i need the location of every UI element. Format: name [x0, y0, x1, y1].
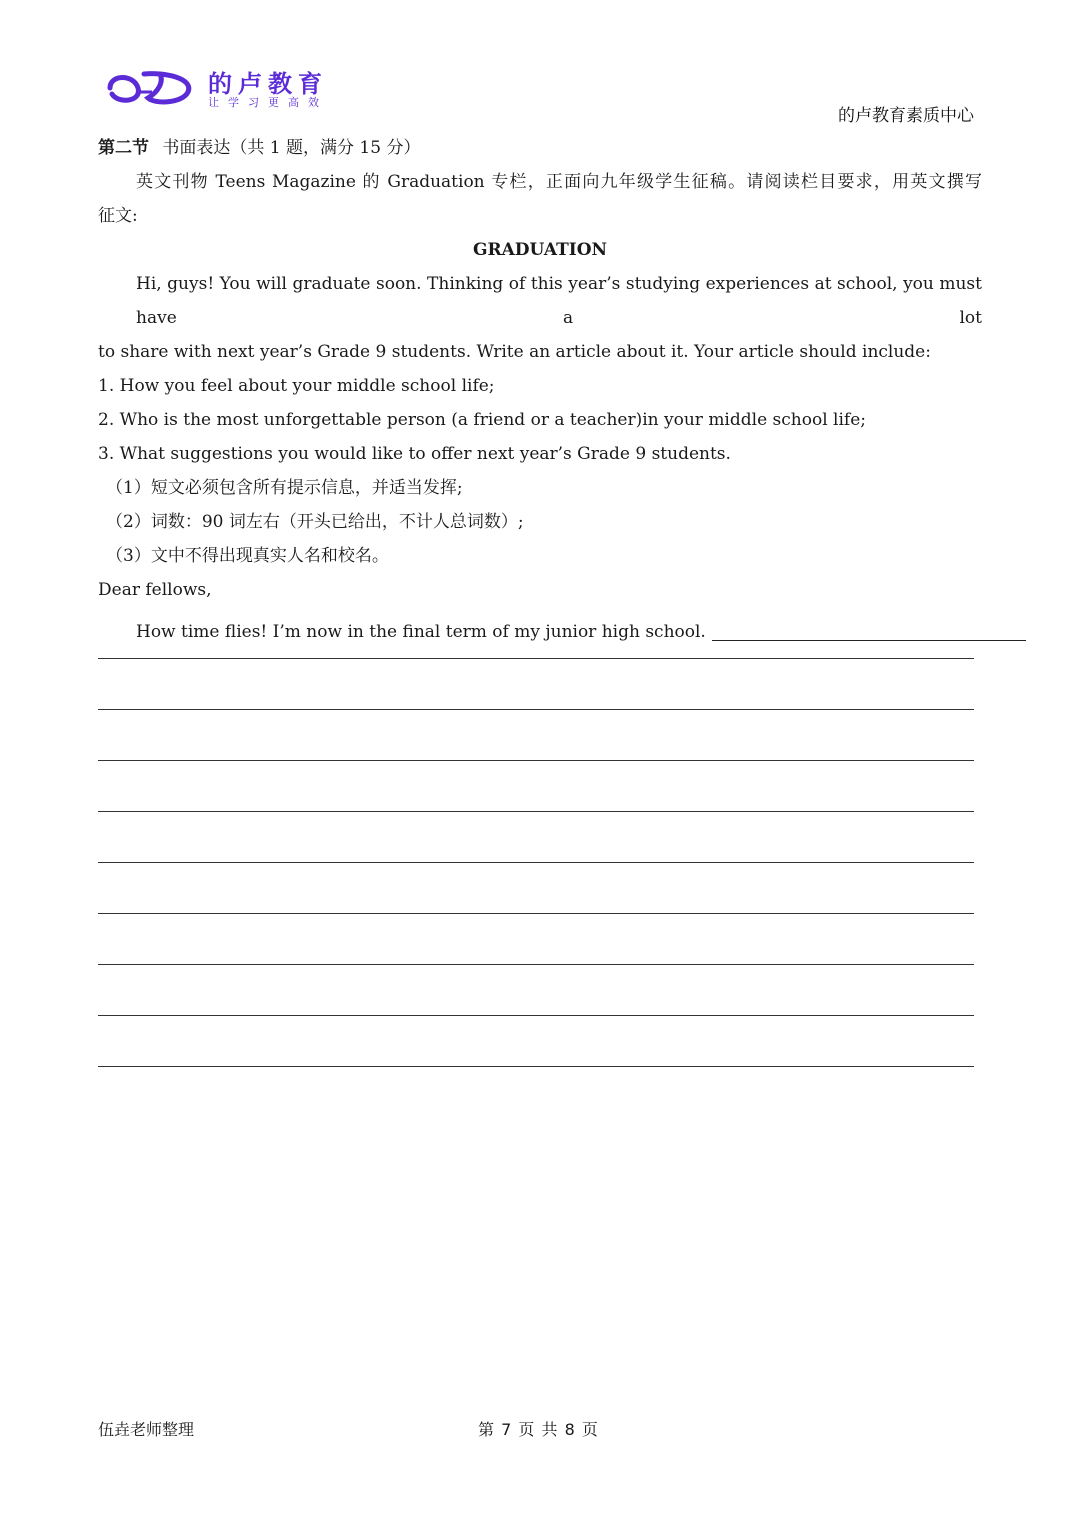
prompt-line-2: to share with next year’s Grade 9 students. Write an article about it. Your article should include: [98, 342, 931, 362]
logo-title: 的卢教育 [208, 70, 328, 98]
logo-mark-icon [104, 68, 200, 108]
intro-line-1: 英文刊物 Teens Magazine 的 Graduation 专栏，正面向九年级学生征稿。请阅读栏目要求，用英文撰写 [136, 172, 982, 192]
answer-line[interactable] [98, 964, 974, 965]
requirement-item: （2）词数：90 词左右（开头已给出，不计人总词数）; [106, 512, 524, 532]
page-suffix: 页 [581, 1420, 599, 1439]
page-prefix: 第 [478, 1420, 496, 1439]
section-label: 第二节 [98, 138, 149, 158]
page-mid: 页 共 [518, 1420, 559, 1439]
prompt-line-1: Hi, guys! You will graduate soon. Thinking of this year’s studying experiences at school, you must have a lot [136, 274, 982, 328]
page-total: 8 [564, 1420, 576, 1439]
section-heading [98, 131, 982, 165]
section-desc: 书面表达（共 1 题，满分 15 分） [162, 138, 421, 158]
logo-slogan: 让学习更高效 [208, 96, 328, 109]
footer-compiler: 伍垚老师整理 [98, 1420, 195, 1439]
opening-line [98, 615, 982, 649]
org-name: 的卢教育素质中心 [838, 106, 974, 126]
requirement-item: （3）文中不得出现真实人名和校名。 [106, 546, 389, 566]
article-title: GRADUATION [472, 240, 608, 260]
answer-area[interactable] [98, 658, 974, 1117]
point-item: 1. How you feel about your middle school life; [98, 376, 495, 396]
answer-line[interactable] [98, 760, 974, 761]
answer-line[interactable] [98, 709, 974, 710]
answer-line[interactable] [98, 862, 974, 863]
answer-blank-inline[interactable] [712, 620, 1026, 641]
answer-line[interactable] [98, 811, 974, 812]
answer-line[interactable] [98, 658, 974, 659]
point-item: 2. Who is the most unforgettable person (a friend or a teacher)in your middle school life; [98, 410, 866, 430]
answer-line[interactable] [98, 1066, 974, 1067]
page-current: 7 [501, 1420, 513, 1439]
page-number [478, 1417, 599, 1440]
opening-sentence: How time flies! I’m now in the final term of my junior high school. [136, 622, 706, 642]
intro-line-2: 征文: [98, 206, 138, 226]
point-item: 3. What suggestions you would like to offer next year’s Grade 9 students. [98, 444, 731, 464]
answer-line[interactable] [98, 913, 974, 914]
answer-line[interactable] [98, 1015, 974, 1016]
requirement-item: （1）短文必须包含所有提示信息，并适当发挥; [106, 478, 463, 498]
question-content [98, 131, 982, 649]
salutation: Dear fellows, [98, 580, 212, 600]
